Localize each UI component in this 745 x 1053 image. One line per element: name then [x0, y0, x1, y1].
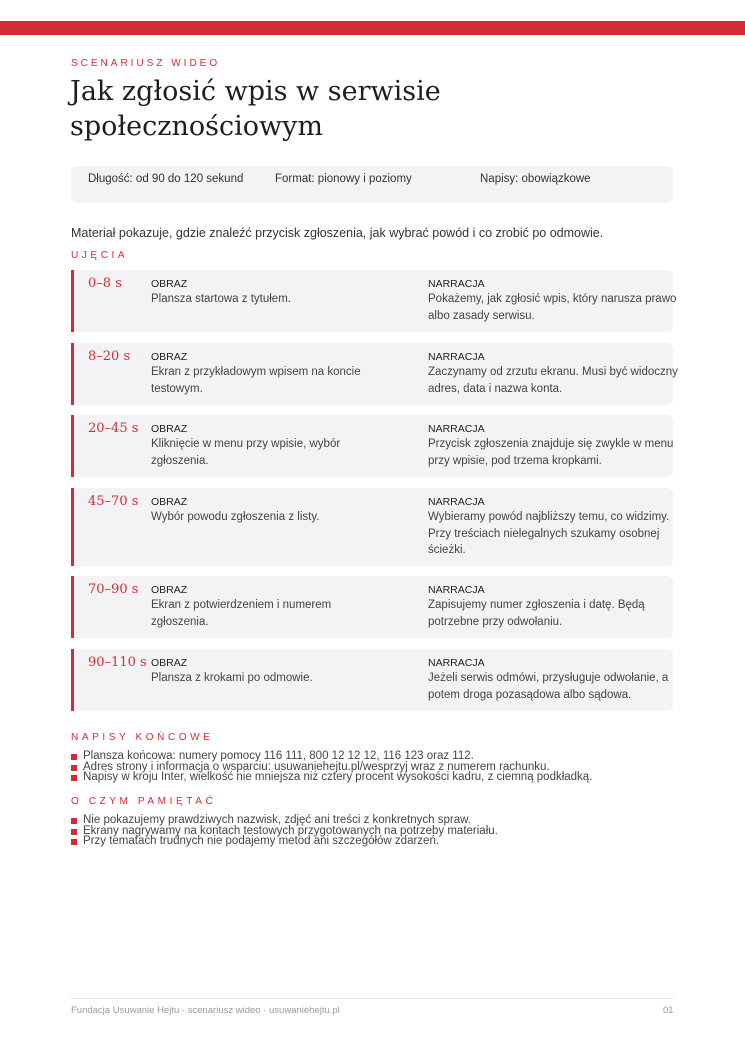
- shot-narration-label: NARRACJA: [428, 351, 485, 363]
- bullet-square-icon: [71, 839, 77, 845]
- shot-narration-label: NARRACJA: [428, 584, 485, 596]
- shot-card: [71, 270, 677, 332]
- shot-card: [71, 488, 673, 566]
- bullet-square-icon: [71, 829, 77, 835]
- list-item: Napisy w kroju Inter, wielkość nie mniejsza niż cztery procent wysokości kadru, z ciemną podkładką.: [71, 772, 592, 783]
- shot-image-text: Ekran z potwierdzeniem i numerem zgłoszenia.: [151, 599, 332, 628]
- meta-duration: Długość: od 90 do 120 sekund: [88, 173, 244, 185]
- shot-image-text: Kliknięcie w menu przy wpisie, wybór zgłoszenia.: [151, 438, 341, 467]
- shot-narration-label: NARRACJA: [428, 496, 485, 508]
- shot-card: [71, 415, 673, 477]
- credits-list: [71, 751, 592, 783]
- meta-panel: [71, 166, 673, 203]
- shot-time: 8–20 s: [88, 349, 131, 364]
- credits-section-label: NAPISY KOŃCOWE: [71, 732, 214, 743]
- shot-narration-text: Zaczynamy od zrzutu ekranu. Musi być widoczny adres, data i nazwa konta.: [428, 366, 678, 395]
- shot-card: [71, 576, 673, 638]
- shot-narration-text: Wybieramy powód najbliższy temu, co widzimy. Przy treściach nielegalnych szukamy osobnej ścieżki.: [428, 511, 670, 556]
- shot-image-text: Wybór powodu zgłoszenia z listy.: [151, 511, 320, 523]
- shot-image-label: OBRAZ: [151, 278, 188, 290]
- bullet-square-icon: [71, 754, 77, 760]
- shot-image-label: OBRAZ: [151, 423, 188, 435]
- page-title: Jak zgłosić wpis w serwisie społecznościowym: [70, 76, 441, 142]
- list-item: Ekrany nagrywamy na kontach testowych przygotowanych na potrzeby materiału.: [71, 826, 498, 837]
- meta-subtitles: Napisy: obowiązkowe: [480, 173, 591, 185]
- remember-section-label: O CZYM PAMIĘTAĆ: [71, 796, 217, 807]
- shot-narration-label: NARRACJA: [428, 423, 485, 435]
- footer-divider: [71, 998, 673, 999]
- intro-text: Materiał pokazuje, gdzie znaleźć przycisk zgłoszenia, jak wybrać powód i co zrobić po odmowie.: [71, 226, 604, 240]
- shot-card: [71, 343, 678, 405]
- list-item: Przy tematach trudnych nie podajemy metod ani szczegółów zdarzeń.: [71, 836, 498, 847]
- shot-image-label: OBRAZ: [151, 657, 188, 669]
- list-item: Adres strony i informacja o wsparciu: usuwaniehejtu.pl/wesprzyj wraz z numerem rachunku.: [71, 762, 592, 773]
- shot-image-text: Plansza z krokami po odmowie.: [151, 672, 313, 684]
- bullet-square-icon: [71, 818, 77, 824]
- shot-image-label: OBRAZ: [151, 351, 188, 363]
- shot-narration-text: Pokażemy, jak zgłosić wpis, który narusza prawo albo zasady serwisu.: [428, 293, 677, 322]
- list-item: Nie pokazujemy prawdziwych nazwisk, zdjęć ani treści z konkretnych spraw.: [71, 815, 498, 826]
- shot-image-label: OBRAZ: [151, 584, 188, 596]
- shot-narration-label: NARRACJA: [428, 657, 485, 669]
- shot-card: [71, 649, 673, 711]
- footer-text: Fundacja Usuwanie Hejtu · scenariusz wideo · usuwaniehejtu.pl: [71, 1005, 340, 1016]
- shot-time: 90–110 s: [88, 655, 147, 670]
- shots-section-label: UJĘCIA: [71, 250, 129, 261]
- shot-image-label: OBRAZ: [151, 496, 188, 508]
- document-kicker: SCENARIUSZ WIDEO: [71, 58, 221, 69]
- shot-narration-text: Zapisujemy numer zgłoszenia i datę. Będą potrzebne przy odwołaniu.: [428, 599, 645, 628]
- list-item: Plansza końcowa: numery pomocy 116 111, 800 12 12 12, 116 123 oraz 112.: [71, 751, 592, 762]
- remember-list: [71, 815, 498, 847]
- shot-time: 0–8 s: [88, 276, 122, 291]
- shot-time: 70–90 s: [88, 582, 139, 597]
- bullet-square-icon: [71, 775, 77, 781]
- top-accent-bar: [0, 21, 745, 35]
- shot-time: 45–70 s: [88, 494, 139, 509]
- page-number: 01: [663, 1005, 674, 1016]
- shot-narration-text: Jeżeli serwis odmówi, przysługuje odwołanie, a potem droga pozasądowa albo sądowa.: [428, 672, 669, 701]
- meta-format: Format: pionowy i poziomy: [275, 173, 412, 185]
- shot-narration-label: NARRACJA: [428, 278, 485, 290]
- shot-narration-text: Przycisk zgłoszenia znajduje się zwykle w menu przy wpisie, pod trzema kropkami.: [428, 438, 674, 467]
- bullet-square-icon: [71, 765, 77, 771]
- shot-image-text: Plansza startowa z tytułem.: [151, 293, 291, 305]
- shot-image-text: Ekran z przykładowym wpisem na koncie testowym.: [151, 366, 361, 395]
- shot-time: 20–45 s: [88, 421, 139, 436]
